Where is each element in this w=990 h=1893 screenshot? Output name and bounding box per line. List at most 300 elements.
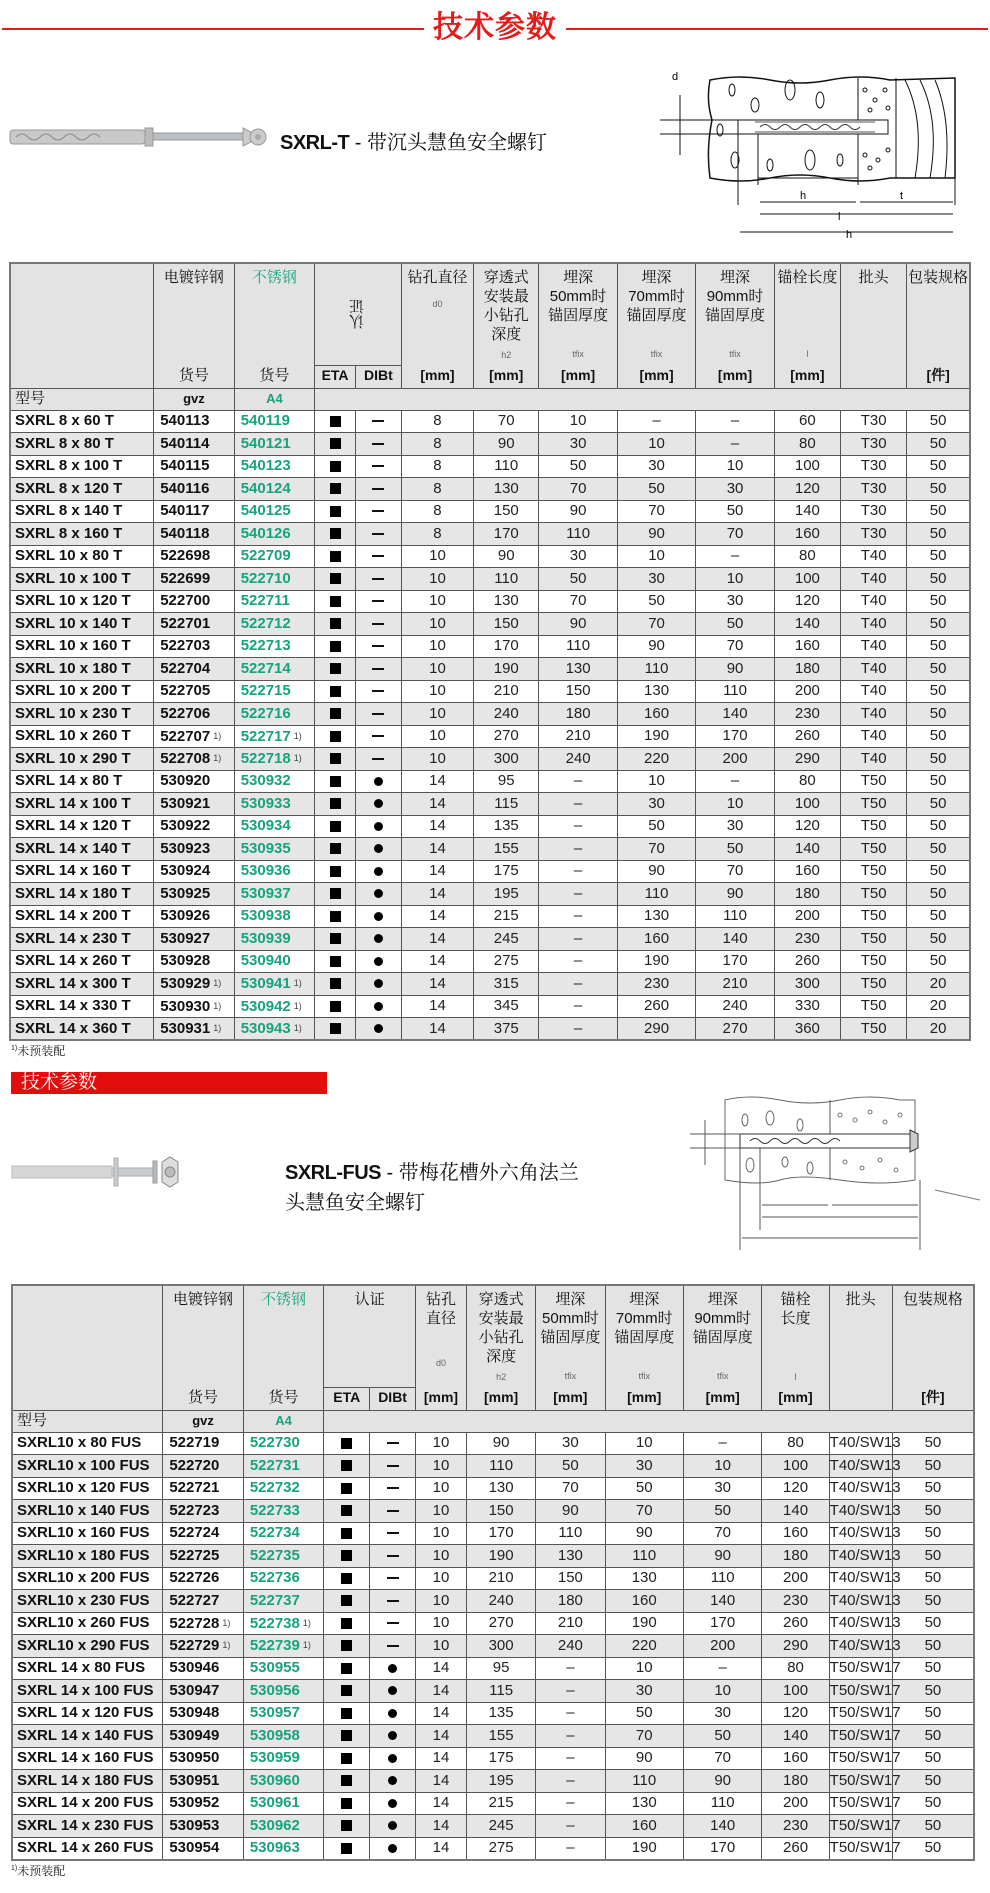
header-pack: 包装规格 [907,263,970,365]
pack-cell: 50 [907,590,970,613]
approved-square-icon [330,1023,341,1034]
eta-cell [324,1455,370,1478]
bit-cell: T40 [841,590,907,613]
table-row [10,973,970,996]
l-cell: 230 [762,1590,829,1613]
model-cell: SXRL 14 x 120 T [10,815,154,838]
header-bit: 批头 [829,1285,892,1387]
bit-cell: T40 [841,568,907,591]
gvz-article-cell: 530950 [163,1747,244,1770]
dibt-cell [355,1018,401,1041]
h2-cell: 245 [474,928,539,951]
product-sxrl-t [0,100,660,180]
d0-cell: 10 [401,590,473,613]
header-t90: 埋深90mm时锚固厚度 tfix [696,263,774,365]
d0-cell: 14 [416,1725,467,1748]
bit-cell: T50 [841,883,907,906]
bit-cell: T50/SW17 [829,1837,892,1860]
t50-cell: 210 [539,725,617,748]
header-bit: 批头 [841,263,907,365]
pack-cell: 50 [892,1657,974,1680]
dibt-cell [355,680,401,703]
l-cell: 100 [762,1680,829,1703]
not-applicable-dash-icon [372,758,384,760]
t90-cell: 70 [696,635,774,658]
pack-cell: 50 [907,568,970,591]
not-applicable-dash-icon [372,690,384,692]
pack-cell: 50 [892,1792,974,1815]
h2-cell: 90 [466,1432,535,1455]
t70-cell: 220 [617,748,695,771]
gvz-article-cell: 522725 [163,1545,244,1568]
a4-article-cell: 530959 [243,1747,324,1770]
d0-cell: 14 [401,793,473,816]
dibt-cell [370,1612,416,1635]
l-cell: 140 [774,613,840,636]
d0-cell: 8 [401,433,473,456]
gvz-label: gvz [154,388,235,410]
model-cell: SXRL 14 x 180 FUS [12,1770,163,1793]
approved-dot-icon [388,1731,397,1740]
header-pack: 包装规格 [892,1285,974,1387]
bit-cell: T40 [841,703,907,726]
model-cell: SXRL10 x 230 FUS [12,1590,163,1613]
pack-cell: 50 [907,523,970,546]
d0-cell: 10 [401,680,473,703]
gvz-article-cell: 530952 [163,1792,244,1815]
eta-cell [315,883,356,906]
t70-cell: 190 [605,1612,683,1635]
spec-table-sxrl-t [9,262,971,1041]
approved-dot-icon [374,957,383,966]
footnote-mark: 1) [213,753,222,764]
product-desc: 带沉头慧鱼安全螺钉 [367,132,547,154]
header-t70: 埋深70mm时锚固厚度 tfix [617,263,695,365]
bit-cell: T40/SW13 [829,1432,892,1455]
t90-cell: 10 [683,1455,761,1478]
table-row [10,995,970,1018]
unit-mm: [mm] [617,365,695,388]
h2-cell: 135 [474,815,539,838]
approved-square-icon [330,933,341,944]
dibt-cell [355,613,401,636]
l-cell: 100 [774,568,840,591]
approved-square-icon [341,1438,352,1449]
table-row [12,1635,974,1658]
pack-cell: 50 [892,1747,974,1770]
model-cell: SXRL10 x 100 FUS [12,1455,163,1478]
table-row [10,613,970,636]
eta-cell [324,1612,370,1635]
pack-cell: 50 [907,815,970,838]
model-cell: SXRL 14 x 260 T [10,950,154,973]
eta-cell [315,680,356,703]
bit-cell: T30 [841,455,907,478]
d0-cell: 14 [401,950,473,973]
bit-cell: T40 [841,545,907,568]
dibt-cell [355,860,401,883]
installation-diagram [660,60,990,250]
t50-cell: – [539,950,617,973]
gvz-article-cell: 522729 1) [163,1635,244,1658]
bit-cell: T50/SW17 [829,1657,892,1680]
t50-cell: – [536,1725,605,1748]
t70-cell: 90 [617,860,695,883]
dibt-cell [355,973,401,996]
t50-cell: – [539,838,617,861]
model-cell: SXRL 10 x 290 T [10,748,154,771]
table-row [12,1455,974,1478]
t50-cell: – [539,928,617,951]
t90-cell: 50 [696,838,774,861]
a4-article-cell: 540125 [234,500,315,523]
a4-article-cell: 530940 [234,950,315,973]
header-dibt: DIBt [355,365,401,388]
t70-cell: 220 [605,1635,683,1658]
l-cell: 100 [762,1455,829,1478]
model-cell: SXRL10 x 180 FUS [12,1545,163,1568]
t70-cell: 30 [617,568,695,591]
t70-cell: 30 [617,793,695,816]
d0-cell: 10 [416,1522,467,1545]
table-row [12,1837,974,1860]
section-banner: 技术参数 [11,1072,327,1094]
d0-cell: 10 [401,613,473,636]
header-length: 锚栓长度 l [762,1285,829,1387]
model-cell: SXRL 10 x 230 T [10,703,154,726]
gvz-article-cell: 540118 [154,523,235,546]
approved-square-icon [330,686,341,697]
approved-dot-icon [388,1686,397,1695]
t90-cell: 200 [696,748,774,771]
a4-article-cell: 522710 [234,568,315,591]
t90-cell: 200 [683,1635,761,1658]
h2-cell: 270 [474,725,539,748]
not-applicable-dash-icon [372,713,384,715]
dibt-cell [370,1590,416,1613]
t50-cell: – [539,883,617,906]
t70-cell: 90 [605,1522,683,1545]
a4-article-cell: 530938 [234,905,315,928]
eta-cell [315,658,356,681]
pack-cell: 50 [892,1837,974,1860]
dibt-cell [355,725,401,748]
dibt-cell [370,1702,416,1725]
dibt-cell [355,748,401,771]
pack-cell: 50 [907,770,970,793]
d0-cell: 14 [416,1657,467,1680]
model-cell: SXRL 14 x 360 T [10,1018,154,1041]
model-cell: SXRL 14 x 140 FUS [12,1725,163,1748]
pack-cell: 50 [892,1477,974,1500]
d0-cell: 10 [401,703,473,726]
h2-cell: 245 [466,1815,535,1838]
table-row [12,1702,974,1725]
h2-cell: 300 [474,748,539,771]
l-cell: 230 [774,928,840,951]
h2-cell: 110 [474,568,539,591]
bit-cell: T50 [841,973,907,996]
gvz-article-cell: 540115 [154,455,235,478]
h2-cell: 170 [474,523,539,546]
t50-cell: 70 [539,478,617,501]
h2-cell: 240 [474,703,539,726]
t70-cell: 90 [617,635,695,658]
l-cell: 260 [774,725,840,748]
approved-square-icon [330,866,341,877]
h2-cell: 210 [474,680,539,703]
table-row [10,500,970,523]
bit-cell: T50/SW17 [829,1725,892,1748]
title-rule-left [2,28,424,30]
approved-dot-icon [374,1002,383,1011]
t50-cell: – [539,815,617,838]
table-row [12,1725,974,1748]
table-row [10,590,970,613]
approved-square-icon [341,1505,352,1516]
unit-mm: [mm] [474,365,539,388]
bit-cell: T30 [841,410,907,433]
t90-cell: 90 [683,1770,761,1793]
product-code: SXRL-FUS [285,1162,381,1184]
d0-cell: 10 [401,725,473,748]
approved-square-icon [330,663,341,674]
model-cell: SXRL10 x 290 FUS [12,1635,163,1658]
a4-article-cell: 530932 [234,770,315,793]
dibt-cell [355,883,401,906]
footnote-mark: 1) [293,730,302,741]
not-applicable-dash-icon [372,510,384,512]
header-art-no-stainless: 货号 [243,1387,324,1410]
dibt-cell [370,1455,416,1478]
not-applicable-dash-icon [372,488,384,490]
bit-cell: T50/SW17 [829,1680,892,1703]
eta-cell [315,410,356,433]
bit-cell: T40 [841,658,907,681]
approved-dot-icon [374,934,383,943]
approved-square-icon [330,1001,341,1012]
model-cell: SXRL 14 x 300 T [10,973,154,996]
pack-cell: 50 [907,410,970,433]
not-applicable-dash-icon [372,645,384,647]
h2-label: h [846,229,853,241]
d0-cell: 14 [416,1837,467,1860]
footnote-mark: 1) [213,730,222,741]
t90-cell: 30 [696,478,774,501]
t50-cell: 70 [536,1477,605,1500]
t50-cell: 130 [536,1545,605,1568]
footnote-mark: 1) [213,1023,222,1033]
table-row [10,635,970,658]
approved-dot-icon [388,1821,397,1830]
pack-cell: 50 [907,725,970,748]
dibt-cell [355,590,401,613]
h2-cell: 110 [474,455,539,478]
dibt-cell [355,455,401,478]
t50-cell: 210 [536,1612,605,1635]
eta-cell [315,973,356,996]
model-cell: SXRL 10 x 100 T [10,568,154,591]
dibt-cell [355,568,401,591]
model-cell: SXRL 10 x 160 T [10,635,154,658]
eta-cell [315,793,356,816]
pack-cell: 50 [907,703,970,726]
t50-cell: – [539,905,617,928]
t70-cell: 130 [617,680,695,703]
product-sep: - [381,1162,399,1184]
l-cell: 290 [762,1635,829,1658]
l-cell: 140 [774,500,840,523]
footnote-mark: 1) [302,1640,311,1651]
table-row [10,770,970,793]
table-row [12,1567,974,1590]
table-row [12,1815,974,1838]
pack-cell: 50 [892,1545,974,1568]
table-row [10,725,970,748]
t90-cell: 30 [696,590,774,613]
header-t70: 埋深70mm时锚固厚度 tfix [605,1285,683,1387]
table-row [10,928,970,951]
d0-cell: 10 [401,748,473,771]
eta-cell [324,1477,370,1500]
pack-cell: 50 [892,1500,974,1523]
not-applicable-dash-icon [387,1645,399,1647]
l-cell: 200 [774,680,840,703]
t70-cell: – [617,410,695,433]
t70-cell: 70 [617,838,695,861]
a4-article-cell: 530961 [243,1792,324,1815]
t70-cell: 50 [617,478,695,501]
t90-cell: 10 [696,455,774,478]
d0-cell: 10 [416,1635,467,1658]
gvz-article-cell: 522705 [154,680,235,703]
a4-article-cell: 530963 [243,1837,324,1860]
t50-cell: 110 [539,523,617,546]
h2-cell: 195 [474,883,539,906]
l-cell: 80 [774,770,840,793]
eta-cell [324,1770,370,1793]
l-cell: 100 [774,793,840,816]
t90-cell: 70 [683,1522,761,1545]
pack-cell: 50 [892,1522,974,1545]
a4-article-cell: 522715 [234,680,315,703]
approved-dot-icon [374,979,383,988]
bit-cell: T30 [841,523,907,546]
l-cell: 120 [774,478,840,501]
eta-cell [315,838,356,861]
t50-cell: – [536,1702,605,1725]
a4-article-cell: 530956 [243,1680,324,1703]
header-t50: 埋深50mm时锚固厚度 tfix [539,263,617,365]
pack-cell: 50 [907,950,970,973]
t70-cell: 50 [617,590,695,613]
eta-cell [324,1522,370,1545]
model-cell: SXRL 8 x 80 T [10,433,154,456]
pack-cell: 50 [892,1770,974,1793]
type-label: 型号 [10,388,154,410]
approved-square-icon [341,1708,352,1719]
approved-square-icon [341,1573,352,1584]
l-cell: 360 [774,1018,840,1041]
d0-cell: 10 [416,1612,467,1635]
table-row [10,883,970,906]
approved-square-icon [330,551,341,562]
approved-square-icon [330,641,341,652]
table-row [10,455,970,478]
a4-article-cell: 522730 [243,1432,324,1455]
t50-cell: 90 [539,613,617,636]
eta-cell [324,1747,370,1770]
model-cell: SXRL 14 x 330 T [10,995,154,1018]
d0-cell: 14 [416,1770,467,1793]
pack-cell: 50 [907,658,970,681]
d0-cell: 14 [416,1792,467,1815]
t70-cell: 70 [605,1725,683,1748]
eta-cell [315,613,356,636]
t50-cell: – [539,973,617,996]
dibt-cell [355,770,401,793]
pack-cell: 20 [907,995,970,1018]
model-cell: SXRL10 x 260 FUS [12,1612,163,1635]
bit-cell: T50/SW17 [829,1747,892,1770]
not-applicable-dash-icon [387,1510,399,1512]
header-min-depth: 穿透式安装最小钻孔深度 h2 [474,263,539,365]
pack-cell: 50 [892,1635,974,1658]
t50-cell: 10 [539,410,617,433]
header-dibt: DIBt [370,1387,416,1410]
t70-cell: 130 [617,905,695,928]
t50-cell: – [539,793,617,816]
l-cell: 120 [762,1477,829,1500]
approved-square-icon [341,1798,352,1809]
t90-cell: – [696,433,774,456]
model-cell: SXRL 10 x 140 T [10,613,154,636]
l-cell: 290 [774,748,840,771]
eta-cell [315,950,356,973]
unit-mm: [mm] [762,1387,829,1410]
dibt-cell [370,1725,416,1748]
d0-cell: 10 [401,658,473,681]
gvz-article-cell: 522699 [154,568,235,591]
gvz-article-cell: 530953 [163,1815,244,1838]
model-cell: SXRL 10 x 120 T [10,590,154,613]
d0-cell: 10 [416,1545,467,1568]
dibt-cell [370,1500,416,1523]
a4-article-cell: 530942 1) [234,995,315,1018]
h2-cell: 150 [474,613,539,636]
pack-cell: 20 [907,973,970,996]
l-cell: 100 [774,455,840,478]
table-row [10,838,970,861]
l-cell: 120 [762,1702,829,1725]
gvz-article-cell: 522721 [163,1477,244,1500]
model-cell: SXRL 14 x 230 T [10,928,154,951]
d0-cell: 8 [401,500,473,523]
dibt-cell [355,410,401,433]
not-applicable-dash-icon [372,735,384,737]
table-row [12,1522,974,1545]
a4-article-cell: 522712 [234,613,315,636]
eta-cell [324,1792,370,1815]
eta-cell [315,860,356,883]
eta-cell [315,523,356,546]
approved-square-icon [330,596,341,607]
model-cell: SXRL 8 x 160 T [10,523,154,546]
not-applicable-dash-icon [372,623,384,625]
t90-cell: 90 [696,883,774,906]
l-cell: 260 [774,950,840,973]
not-applicable-dash-icon [387,1532,399,1534]
